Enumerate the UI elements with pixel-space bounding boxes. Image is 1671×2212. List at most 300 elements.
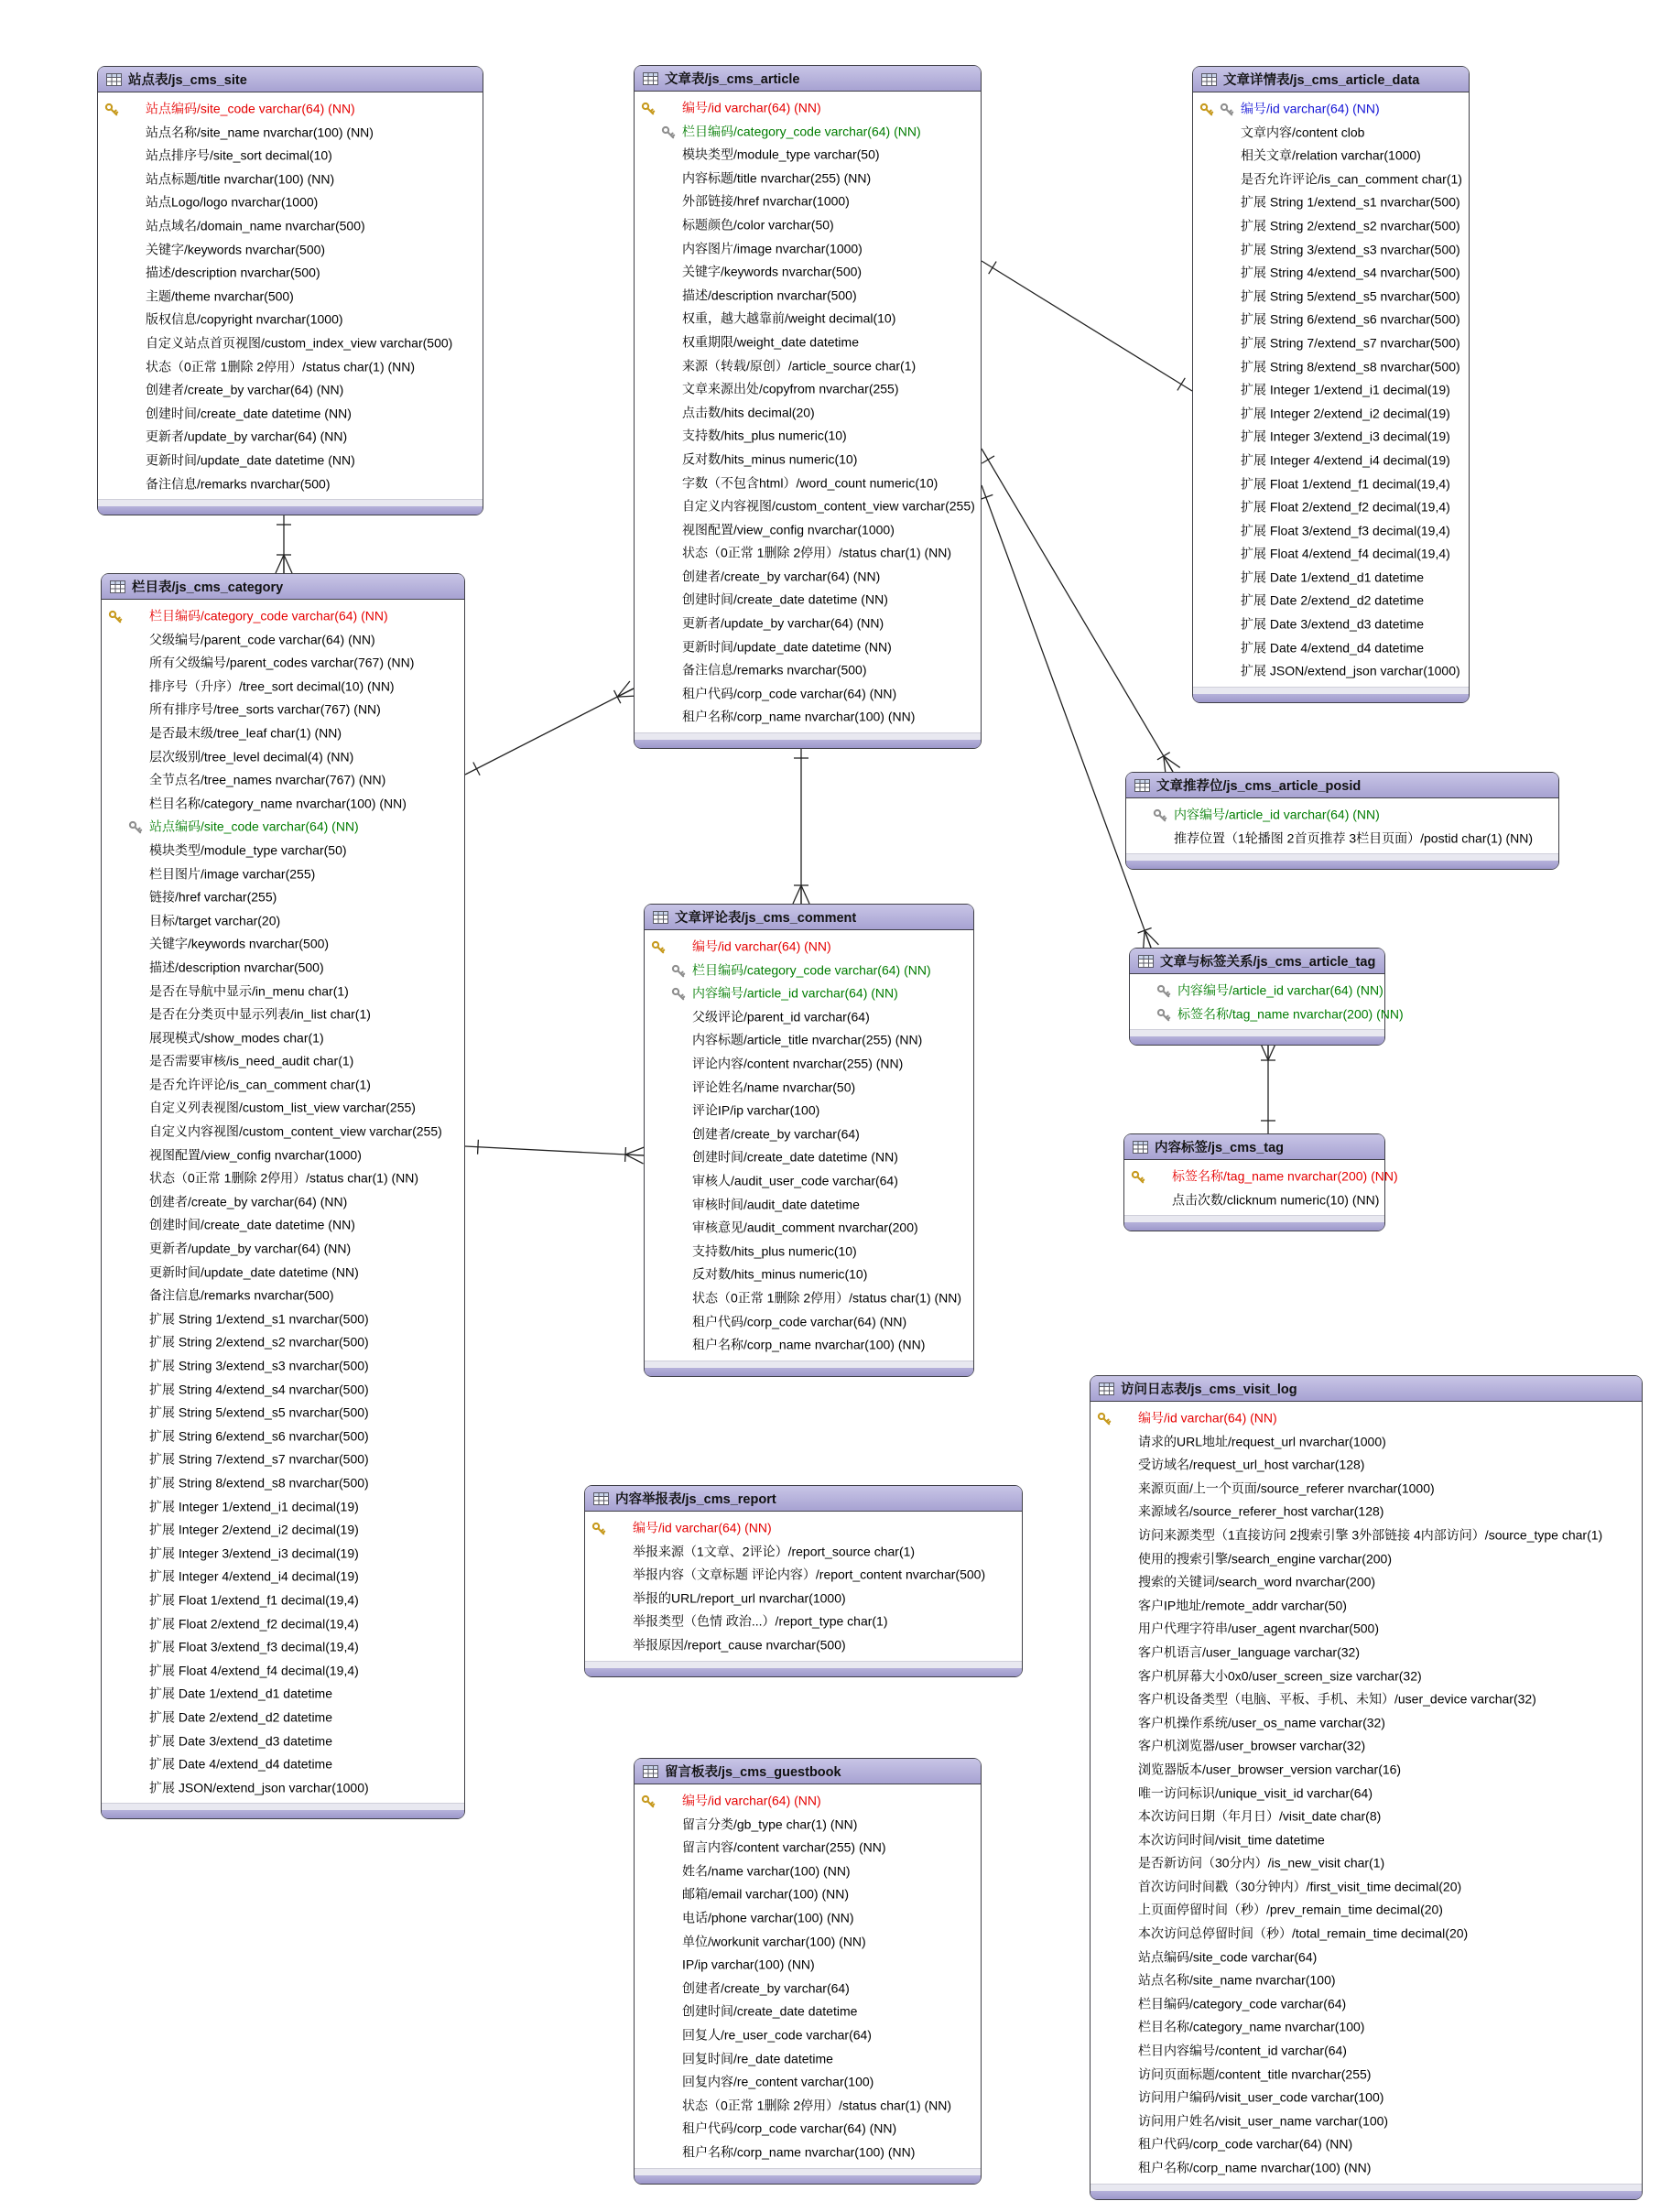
table-field-row [585, 1633, 1022, 1657]
table-field-row [1090, 1875, 1642, 1899]
table-field-row [102, 1401, 464, 1425]
table-field-row [102, 1237, 464, 1261]
table-field-row [1090, 1805, 1642, 1828]
table-field-row [1193, 144, 1469, 168]
table-field-row [102, 698, 464, 721]
relationship-line-js_cms_category-js_cms_article [465, 681, 637, 775]
table-field-row [1090, 1406, 1642, 1430]
field-definition: 更新者/update_by varchar(64) (NN) [146, 428, 348, 444]
field-definition: 内容图片/image nvarchar(1000) [682, 241, 863, 256]
field-definition: 电话/phone varchar(100) (NN) [682, 1910, 854, 1925]
table-field-row [102, 1612, 464, 1636]
field-definition: 文章来源出处/copyfrom nvarchar(255) [682, 381, 899, 396]
table-header-js_cms_tag[interactable] [1124, 1134, 1384, 1160]
foreign-key-icon [1220, 102, 1234, 116]
table-field-row [102, 1049, 464, 1073]
field-definition: 审核人/audit_user_code varchar(64) [692, 1173, 898, 1188]
table-field-row [635, 2047, 981, 2071]
field-definition: 状态（0正常 1删除 2停用）/status char(1) (NN) [682, 545, 952, 560]
field-definition: 租户名称/corp_name nvarchar(100) (NN) [692, 1337, 926, 1352]
field-definition: 举报内容（文章标题 评论内容）/report_content nvarchar(500) [633, 1567, 986, 1582]
field-definition: 扩展 Date 2/extend_d2 datetime [149, 1709, 333, 1725]
field-definition: 受访域名/request_url_host varchar(128) [1138, 1457, 1365, 1472]
field-definition: 支持数/hits_plus numeric(10) [692, 1243, 857, 1259]
table-footer-bar [635, 740, 981, 748]
table-field-row [645, 1005, 973, 1029]
field-definition: 支持数/hits_plus numeric(10) [682, 428, 847, 443]
table-field-row [1090, 1968, 1642, 1992]
field-definition: 视图配置/view_config nvarchar(1000) [682, 522, 895, 537]
field-definition: 父级评论/parent_id varchar(64) [692, 1009, 870, 1025]
table-field-row [1090, 1547, 1642, 1571]
table-field-row [635, 307, 981, 331]
field-definition: 上页面停留时间（秒）/prev_remain_time decimal(20) [1138, 1902, 1443, 1917]
field-definition: 自定义内容视图/custom_content_view varchar(255) [149, 1123, 442, 1139]
field-definition: 扩展 String 1/extend_s1 nvarchar(500) [1241, 194, 1460, 210]
table-header-js_cms_article_tag[interactable] [1130, 949, 1384, 974]
field-definition: 扩展 Integer 3/extend_i3 decimal(19) [1241, 428, 1450, 444]
table-field-row [102, 815, 464, 839]
table-header-js_cms_site[interactable] [98, 67, 483, 92]
table-field-row [102, 1354, 464, 1378]
field-definition: 邮箱/email varchar(100) (NN) [682, 1886, 850, 1902]
field-definition: 扩展 Date 3/extend_d3 datetime [1241, 616, 1425, 632]
table-field-row [645, 1240, 973, 1263]
table-field-row [1090, 1828, 1642, 1852]
field-definition: 是否允许评论/is_can_comment char(1) [149, 1077, 371, 1092]
field-definition: 用户代理字符串/user_agent nvarchar(500) [1138, 1621, 1379, 1636]
table-field-row [1090, 2015, 1642, 2039]
field-definition: 点击次数/clicknum numeric(10) (NN) [1172, 1192, 1380, 1208]
table-field-row [1090, 1523, 1642, 1547]
field-definition: 内容编号/article_id varchar(64) (NN) [692, 985, 898, 1001]
table-field-row [635, 448, 981, 472]
field-definition: 扩展 Integer 2/extend_i2 decimal(19) [1241, 406, 1450, 421]
table-header-js_cms_article_data[interactable] [1193, 67, 1469, 92]
table-field-row [585, 1516, 1022, 1540]
table-field-row [635, 237, 981, 261]
relationship-line-js_cms_article_tag-js_cms_tag [1260, 1042, 1276, 1133]
table-field-row [102, 1307, 464, 1331]
table-field-row [1090, 2086, 1642, 2109]
table-icon [1138, 955, 1154, 968]
table-field-row [98, 144, 483, 168]
table-field-row [1130, 1003, 1404, 1026]
field-definition: 单位/workunit varchar(100) (NN) [682, 1934, 866, 1949]
table-field-row [635, 1813, 981, 1837]
table-footer-bar [1126, 861, 1558, 869]
table-field-row [1090, 1711, 1642, 1735]
table-field-row [98, 472, 483, 496]
field-definition: 推荐位置（1轮播图 2首页推荐 3栏目页面）/postid char(1) (NN) [1174, 830, 1534, 846]
field-definition: 站点名称/site_name nvarchar(100) (NN) [146, 125, 374, 140]
field-definition: 主题/theme nvarchar(500) [146, 288, 294, 304]
field-definition: 模块类型/module_type varchar(50) [149, 842, 347, 858]
field-definition: 内容编号/article_id varchar(64) (NN) [1174, 807, 1380, 822]
table-field-row [102, 862, 464, 886]
entity-table-js_cms_comment[interactable] [644, 904, 974, 1377]
field-definition: 层次级别/tree_level decimal(4) (NN) [149, 749, 354, 764]
field-definition: 浏览器版本/user_browser_version varchar(16) [1138, 1762, 1402, 1777]
table-field-row [102, 885, 464, 909]
field-definition: 外部链接/href nvarchar(1000) [682, 193, 850, 209]
table-field-row [102, 675, 464, 699]
field-definition: 是否在导航中显示/in_menu char(1) [149, 983, 349, 998]
field-definition: 创建者/create_by varchar(64) (NN) [682, 569, 881, 584]
table-field-row [635, 2000, 981, 2023]
table-field-row [635, 424, 981, 448]
field-definition: 创建者/create_by varchar(64) (NN) [149, 1194, 348, 1209]
table-field-row [635, 658, 981, 682]
field-definition: 扩展 Integer 2/extend_i2 decimal(19) [149, 1522, 359, 1537]
table-field-row [635, 1953, 981, 1977]
field-definition: 租户代码/corp_code varchar(64) (NN) [682, 2120, 897, 2136]
table-field-row [102, 956, 464, 980]
field-definition: 客户机设备类型（电脑、平板、手机、未知）/user_device varchar(32) [1138, 1691, 1536, 1707]
table-field-list [102, 600, 464, 1803]
table-icon [1133, 1141, 1148, 1154]
field-definition: 扩展 String 3/extend_s3 nvarchar(500) [1241, 242, 1460, 257]
field-definition: 扩展 JSON/extend_json varchar(1000) [149, 1780, 369, 1795]
field-definition: 站点域名/domain_name nvarchar(500) [146, 218, 365, 233]
field-definition: 创建时间/create_date datetime (NN) [149, 1217, 355, 1232]
field-definition: 内容标题/article_title nvarchar(255) (NN) [692, 1032, 923, 1047]
table-field-row [635, 472, 981, 495]
field-definition: 所有父级编号/parent_codes varchar(767) (NN) [149, 655, 415, 670]
table-field-row [645, 1310, 973, 1334]
table-field-row [102, 1425, 464, 1448]
table-icon [643, 1765, 658, 1778]
field-definition: 创建者/create_by varchar(64) [692, 1126, 860, 1142]
field-definition: 客户机屏幕大小0x0/user_screen_size varchar(32) [1138, 1668, 1422, 1684]
entity-table-js_cms_article_tag[interactable] [1129, 948, 1404, 1046]
table-footer-strip [98, 499, 483, 506]
field-definition: 扩展 Integer 3/extend_i3 decimal(19) [149, 1545, 359, 1561]
entity-table-js_cms_article_data[interactable] [1192, 66, 1470, 703]
entity-table-js_cms_article[interactable] [634, 65, 982, 749]
field-definition: 模块类型/module_type varchar(50) [682, 146, 880, 162]
table-footer-strip [102, 1803, 464, 1810]
table-field-row [1193, 355, 1469, 379]
table-field-list [1090, 1402, 1642, 2184]
table-field-list [1126, 798, 1558, 853]
table-field-row [1193, 566, 1469, 590]
table-field-row [1193, 121, 1469, 145]
field-definition: 备注信息/remarks nvarchar(500) [146, 476, 331, 491]
field-definition: 扩展 String 8/extend_s8 nvarchar(500) [1241, 359, 1460, 374]
table-field-row [1124, 1188, 1384, 1212]
field-definition: 评论IP/ip varchar(100) [692, 1102, 820, 1118]
table-field-row [102, 932, 464, 956]
table-field-row [102, 604, 464, 628]
table-field-row [1126, 827, 1558, 851]
table-field-row [1193, 214, 1469, 238]
field-definition: 创建时间/create_date datetime [682, 2003, 858, 2019]
table-footer-strip [645, 1361, 973, 1368]
table-field-row [635, 682, 981, 706]
entity-table-js_cms_tag[interactable] [1123, 1133, 1398, 1231]
table-title: 站点表/js_cms_site [128, 73, 247, 88]
table-field-row [635, 120, 981, 144]
table-field-row [102, 980, 464, 1003]
field-definition: 扩展 Float 2/extend_f2 decimal(19,4) [149, 1616, 359, 1632]
table-field-row [645, 1286, 973, 1310]
table-field-row [1090, 1898, 1642, 1922]
field-definition: 审核意见/audit_comment nvarchar(200) [692, 1220, 918, 1235]
field-definition: 内容编号/article_id varchar(64) (NN) [1177, 982, 1383, 998]
table-footer-bar [1130, 1036, 1384, 1045]
table-field-list [635, 1784, 981, 2168]
field-definition: 描述/description nvarchar(500) [149, 960, 324, 975]
table-field-row [635, 588, 981, 612]
table-field-row [98, 331, 483, 355]
table-field-row [1193, 378, 1469, 402]
field-definition: 站点编码/site_code varchar(64) [1138, 1949, 1318, 1965]
table-field-row [635, 2094, 981, 2118]
table-field-row [635, 1906, 981, 1930]
entity-table-js_cms_guestbook[interactable] [634, 1758, 982, 2185]
table-field-row [635, 1977, 981, 2001]
field-definition: 访问来源类型（1直接访问 2搜索引擎 3外部链接 4内部访问）/source_type char(1) [1138, 1527, 1603, 1543]
field-definition: 自定义内容视图/custom_content_view varchar(255) [682, 498, 975, 514]
table-field-row [1193, 168, 1469, 191]
table-header-js_cms_article[interactable] [635, 66, 981, 92]
field-definition: 视图配置/view_config nvarchar(1000) [149, 1147, 362, 1163]
table-footer-strip [1130, 1029, 1384, 1036]
field-definition: 客户IP地址/remote_addr varchar(50) [1138, 1598, 1347, 1613]
table-field-row [1090, 1687, 1642, 1711]
table-field-row [635, 1789, 981, 1813]
field-definition: 栏目编码/category_code varchar(64) (NN) [682, 124, 921, 139]
table-field-row [102, 1752, 464, 1776]
field-definition: 租户名称/corp_name nvarchar(100) (NN) [682, 2144, 916, 2160]
field-definition: 关键字/keywords nvarchar(500) [149, 936, 330, 951]
table-field-row [102, 651, 464, 675]
field-definition: 举报的URL/report_url nvarchar(1000) [633, 1590, 846, 1606]
table-field-row [585, 1563, 1022, 1587]
table-field-row [98, 308, 483, 331]
field-definition: 全节点名/tree_names nvarchar(767) (NN) [149, 772, 386, 787]
table-title: 栏目表/js_cms_category [132, 580, 284, 595]
table-field-row [98, 355, 483, 379]
table-field-row [585, 1610, 1022, 1633]
table-header-js_cms_comment[interactable] [645, 905, 973, 930]
field-definition: 扩展 Integer 4/extend_i4 decimal(19) [1241, 452, 1450, 468]
table-field-row [635, 541, 981, 565]
field-definition: 栏目名称/category_name nvarchar(100) [1138, 2019, 1365, 2034]
field-definition: 姓名/name varchar(100) (NN) [682, 1863, 851, 1879]
field-definition: 回复人/re_user_code varchar(64) [682, 2027, 872, 2043]
field-definition: 状态（0正常 1删除 2停用）/status char(1) (NN) [692, 1290, 962, 1306]
primary-key-icon [591, 1521, 606, 1535]
field-definition: 扩展 String 4/extend_s4 nvarchar(500) [1241, 265, 1460, 280]
table-field-row [102, 839, 464, 862]
table-field-row [645, 1193, 973, 1217]
table-footer-bar [1090, 2191, 1642, 2199]
table-field-row [645, 1263, 973, 1286]
table-field-row [635, 612, 981, 635]
table-footer-strip [1124, 1215, 1384, 1222]
table-field-row [102, 1378, 464, 1402]
table-field-row [585, 1540, 1022, 1564]
field-definition: 举报原因/report_cause nvarchar(500) [633, 1637, 846, 1653]
foreign-key-icon [671, 986, 686, 1001]
primary-key-icon [108, 609, 123, 623]
table-field-row [1193, 542, 1469, 566]
field-definition: 编号/id varchar(64) (NN) [692, 938, 831, 954]
table-footer-strip [1090, 2184, 1642, 2191]
field-definition: 站点排序号/site_sort decimal(10) [146, 147, 332, 163]
field-definition: 首次访问时间戳（30分钟内）/first_visit_time decimal(20) [1138, 1879, 1462, 1894]
field-definition: 站点编码/site_code varchar(64) (NN) [149, 819, 359, 834]
field-definition: 是否在分类页中显示列表/in_list char(1) [149, 1006, 371, 1022]
table-header-js_cms_report[interactable] [585, 1486, 1022, 1512]
table-field-row [1193, 308, 1469, 331]
table-field-row [102, 909, 464, 933]
field-definition: 栏目编码/category_code varchar(64) (NN) [149, 608, 388, 623]
table-field-row [1090, 1477, 1642, 1501]
table-field-row [98, 238, 483, 262]
table-field-row [635, 2070, 981, 2094]
table-field-row [635, 96, 981, 120]
field-definition: 举报类型（色情 政治...）/report_type char(1) [633, 1613, 888, 1629]
table-field-row [635, 1860, 981, 1883]
table-field-row [635, 518, 981, 542]
table-field-list [1130, 974, 1404, 1029]
primary-key-icon [651, 939, 666, 954]
field-definition: 字数（不包含html）/word_count numeric(10) [682, 475, 939, 490]
table-field-row [645, 1216, 973, 1240]
entity-table-js_cms_visit_log[interactable] [1090, 1375, 1643, 2200]
table-field-row [1090, 1946, 1642, 1969]
table-field-row [98, 190, 483, 214]
table-header-js_cms_category[interactable] [102, 574, 464, 600]
field-definition: 是否允许评论/is_can_comment char(1) [1241, 171, 1462, 187]
table-field-row [635, 143, 981, 167]
field-definition: 扩展 String 7/extend_s7 nvarchar(500) [1241, 335, 1460, 351]
table-field-row [102, 721, 464, 745]
field-definition: 关键字/keywords nvarchar(500) [146, 242, 326, 257]
field-definition: 栏目内容编号/content_id varchar(64) [1138, 2043, 1347, 2058]
field-definition: 扩展 String 2/extend_s2 nvarchar(500) [149, 1334, 369, 1350]
table-field-row [1090, 1453, 1642, 1477]
entity-table-js_cms_report[interactable] [584, 1485, 1023, 1677]
field-definition: 留言分类/gb_type char(1) (NN) [682, 1816, 858, 1832]
field-definition: 访问用户姓名/visit_user_name varchar(100) [1138, 2113, 1389, 2129]
table-field-row [102, 768, 464, 792]
table-title: 内容标签/js_cms_tag [1155, 1141, 1285, 1155]
table-header-js_cms_guestbook[interactable] [635, 1759, 981, 1784]
table-field-row [1090, 1594, 1642, 1618]
foreign-key-icon [661, 125, 676, 139]
field-definition: 扩展 String 7/extend_s7 nvarchar(500) [149, 1451, 369, 1467]
entity-table-js_cms_site[interactable] [97, 66, 483, 515]
field-definition: 状态（0正常 1删除 2停用）/status char(1) (NN) [149, 1170, 419, 1186]
table-field-row [645, 981, 973, 1005]
field-definition: 标签名称/tag_name nvarchar(200) (NN) [1177, 1006, 1404, 1022]
table-field-row [1090, 2109, 1642, 2133]
table-footer-strip [635, 732, 981, 740]
table-field-row [1193, 285, 1469, 309]
table-field-row [635, 1836, 981, 1860]
field-definition: 自定义列表视图/custom_list_view varchar(255) [149, 1100, 416, 1115]
table-field-row [102, 1026, 464, 1050]
entity-table-js_cms_category[interactable] [101, 573, 465, 1819]
table-header-js_cms_article_posid[interactable] [1126, 773, 1558, 798]
table-footer-strip [1126, 853, 1558, 861]
table-footer-bar [1124, 1222, 1384, 1231]
table-field-row [102, 1635, 464, 1659]
field-definition: 扩展 String 2/extend_s2 nvarchar(500) [1241, 218, 1460, 233]
entity-table-js_cms_article_posid[interactable] [1125, 772, 1559, 870]
field-definition: 来源页面/上一个页面/source_referer nvarchar(1000) [1138, 1480, 1435, 1496]
table-field-row [98, 168, 483, 191]
field-definition: 更新者/update_by varchar(64) (NN) [682, 615, 884, 631]
table-field-row [1193, 495, 1469, 519]
field-definition: 编号/id varchar(64) (NN) [1138, 1410, 1277, 1426]
field-definition: 扩展 Float 4/extend_f4 decimal(19,4) [1241, 546, 1450, 561]
primary-key-icon [1097, 1411, 1112, 1426]
table-field-row [1126, 803, 1558, 827]
field-definition: 版权信息/copyright nvarchar(1000) [146, 311, 343, 327]
field-definition: 创建时间/create_date datetime (NN) [692, 1149, 898, 1165]
field-definition: 扩展 Float 1/extend_f1 decimal(19,4) [149, 1592, 359, 1608]
field-definition: 扩展 Date 3/extend_d3 datetime [149, 1733, 333, 1748]
table-field-row [102, 1518, 464, 1542]
table-title: 内容举报表/js_cms_report [615, 1492, 776, 1507]
field-definition: 站点Logo/logo nvarchar(1000) [146, 194, 319, 210]
field-definition: 标题颜色/color varchar(50) [682, 217, 834, 233]
table-field-row [635, 284, 981, 308]
table-field-row [645, 1028, 973, 1052]
table-title: 留言板表/js_cms_guestbook [665, 1765, 841, 1780]
table-field-row [102, 1330, 464, 1354]
primary-key-icon [104, 102, 119, 116]
field-definition: 父级编号/parent_code varchar(64) (NN) [149, 632, 375, 647]
table-header-js_cms_visit_log[interactable] [1090, 1376, 1642, 1402]
table-field-row [102, 1003, 464, 1026]
table-field-row [635, 401, 981, 425]
field-definition: 自定义站点首页视图/custom_index_view varchar(500) [146, 335, 453, 351]
table-field-row [635, 635, 981, 659]
table-field-row [102, 792, 464, 816]
table-field-list [1193, 92, 1469, 687]
table-field-row [1193, 261, 1469, 285]
table-icon [110, 580, 125, 593]
table-field-row [98, 214, 483, 238]
field-definition: 状态（0正常 1删除 2停用）/status char(1) (NN) [146, 359, 416, 374]
table-field-row [102, 1565, 464, 1589]
table-field-row [98, 402, 483, 426]
field-definition: 扩展 String 3/extend_s3 nvarchar(500) [149, 1358, 369, 1373]
table-field-row [645, 959, 973, 982]
field-definition: 链接/href varchar(255) [149, 889, 277, 905]
field-definition: 描述/description nvarchar(500) [146, 265, 320, 280]
field-definition: 审核时间/audit_date datetime [692, 1197, 860, 1212]
table-field-row [1193, 613, 1469, 636]
table-footer-bar [585, 1668, 1022, 1676]
table-field-row [102, 1284, 464, 1307]
table-field-row [1090, 1992, 1642, 2016]
field-definition: 客户机浏览器/user_browser varchar(32) [1138, 1738, 1366, 1753]
table-field-list [645, 930, 973, 1361]
field-definition: 扩展 Float 2/extend_f2 decimal(19,4) [1241, 499, 1450, 515]
table-field-row [98, 449, 483, 472]
field-definition: 客户机语言/user_language varchar(32) [1138, 1644, 1360, 1660]
table-field-row [635, 2117, 981, 2141]
field-definition: 更新时间/update_date datetime (NN) [682, 639, 892, 655]
table-field-row [635, 260, 981, 284]
